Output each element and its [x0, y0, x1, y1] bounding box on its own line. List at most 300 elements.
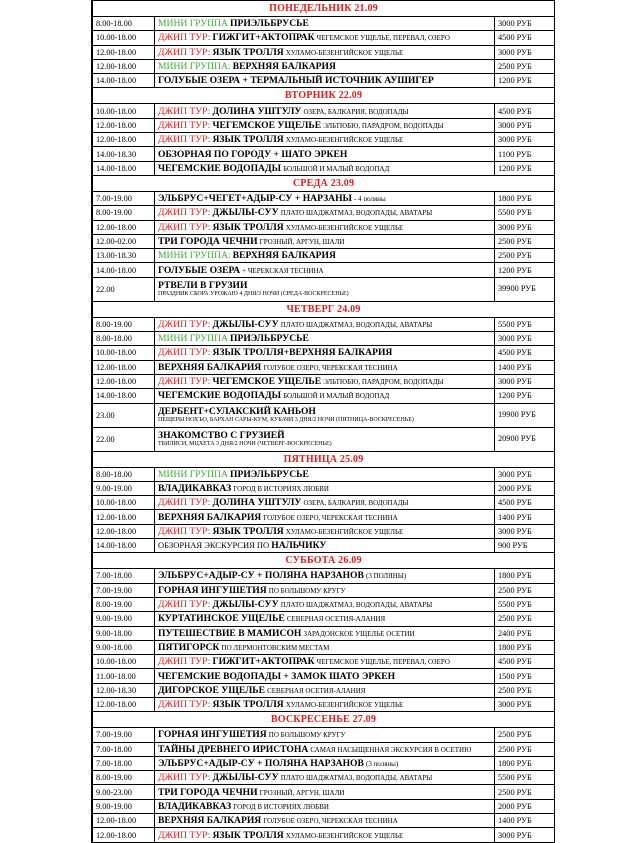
tour-price: 3000 РУБ [495, 697, 555, 711]
tour-time: 12.00-18.00 [93, 828, 155, 842]
tour-time: 12.00-18.00 [93, 118, 155, 132]
tour-title: ДЕРБЕНТ+СУЛАКСКИЙ КАНЬОН [158, 406, 316, 418]
tour-description [155, 17, 495, 31]
tour-note: ЗАРАДОНСКОЕ УЩЕЛЬЕ ОСЕТИИ [303, 629, 415, 638]
tour-title: ПЯТИГОРСК [158, 641, 220, 653]
tour-row [93, 669, 555, 683]
tour-description [155, 59, 495, 73]
tour-time: 8.00-19.00 [93, 317, 155, 331]
tour-title: ГОРНАЯ ИНГУШЕТИЯ [158, 584, 267, 596]
tour-title: ДЖЫЛЫ-СУУ [212, 318, 279, 330]
tour-title: ЭЛЬБРУС+ЧЕГЕТ+АДЫР-СУ + НАРЗАНЫ [158, 193, 352, 205]
tour-description [155, 133, 495, 147]
tour-title: ЗНАКОМСТВО С ГРУЗИЕЙ [158, 430, 285, 442]
day-heading-row [93, 553, 555, 569]
tour-description [155, 655, 495, 669]
tour-row [93, 346, 555, 360]
tour-title: ЯЗЫК ТРОЛЛЯ [212, 221, 284, 233]
tour-title: ЯЗЫК ТРОЛЛЯ+ВЕРХНЯЯ БАЛКАРИЯ [212, 347, 393, 359]
tour-title: ЧЕГЕМСКОЕ УЩЕЛЬЕ [212, 376, 322, 388]
tour-description [155, 785, 495, 799]
tour-time: 12.00-18.30 [93, 683, 155, 697]
tour-note: БОЛЬШОЙ И МАЛЫЙ ВОДОПАД [283, 164, 390, 173]
tour-note: ХУЛАМО-БЕЗЕНГИЙСКОЕ УЩЕЛЬЕ [285, 48, 404, 57]
tour-description [155, 669, 495, 683]
tour-price: 39900 РУБ [495, 277, 555, 301]
tour-description [155, 467, 495, 481]
tour-title: ЯЗЫК ТРОЛЛЯ [212, 699, 284, 711]
tour-prefix: ДЖИП ТУР: [158, 376, 211, 388]
tour-price: 2500 РУБ [495, 234, 555, 248]
tour-row [93, 74, 555, 88]
tour-note: ГОЛУБОЕ ОЗЕРО, ЧЕРЕКСКАЯ ТЕСНИНА [263, 363, 398, 372]
tour-title: ПРИЭЛЬБРУСЬЕ [230, 468, 309, 480]
tour-title: ВЕРХНЯЯ БАЛКАРИЯ [232, 250, 336, 262]
tour-time: 12.00-18.00 [93, 133, 155, 147]
tour-description [155, 814, 495, 828]
tour-price: 4500 РУБ [495, 104, 555, 118]
tour-time: 12.00-02.00 [93, 234, 155, 248]
tour-title: ГИЖГИТ+АКТОПРАК [212, 32, 315, 44]
tour-description [155, 332, 495, 346]
tour-title: ЧЕГЕМСКИЕ ВОДОПАДЫ [158, 390, 281, 402]
tour-note: БОЛЬШОЙ И МАЛЫЙ ВОДОПАД [283, 392, 390, 401]
tour-title: ТАЙНЫ ДРЕВНЕГО ИРИСТОНА [158, 743, 309, 755]
tour-price: 2400 РУБ [495, 626, 555, 640]
tour-description [155, 569, 495, 583]
tour-row [93, 828, 555, 842]
tour-price: 1400 РУБ [495, 814, 555, 828]
tour-title: ГИЖГИТ+АКТОПРАК [212, 656, 315, 668]
tour-time: 8.00-18.00 [93, 467, 155, 481]
tour-title: ЯЗЫК ТРОЛЛЯ [212, 525, 284, 537]
tour-title: ВЛАДИКАВКАЗ [158, 482, 232, 494]
tour-price: 2500 РУБ [495, 583, 555, 597]
tour-description [155, 147, 495, 161]
tour-row [93, 220, 555, 234]
tour-description [155, 728, 495, 742]
tour-prefix: ДЖИП ТУР: [158, 221, 211, 233]
tour-note: ЭЛЬТЮБЮ, ПАРАДРОМ, ВОДОПАДЫ [323, 378, 444, 387]
tour-prefix: МИНИ ГРУППА [158, 468, 228, 480]
tour-price: 5500 РУБ [495, 206, 555, 220]
tour-row [93, 756, 555, 770]
tour-price: 1200 РУБ [495, 263, 555, 277]
tour-description [155, 403, 495, 427]
tour-time: 8.00-18.00 [93, 17, 155, 31]
tour-time: 12.00-18.00 [93, 45, 155, 59]
tour-row [93, 263, 555, 277]
tour-price: 3000 РУБ [495, 118, 555, 132]
day-heading: ВТОРНИК 22.09 [93, 88, 555, 104]
schedule-table [92, 0, 555, 843]
day-heading: СУББОТА 26.09 [93, 553, 555, 569]
tour-time: 23.00 [93, 403, 155, 427]
tour-time: 22.00 [93, 427, 155, 451]
tour-price: 2000 РУБ [495, 481, 555, 495]
tour-time: 10.00-18.00 [93, 346, 155, 360]
tour-time: 12.00-18.00 [93, 59, 155, 73]
tour-prefix: ДЖИП ТУР: [158, 656, 211, 668]
day-heading: ПЯТНИЦА 25.09 [93, 451, 555, 467]
tour-title: ПУТЕШЕСТВИЕ В МАМИСОН [158, 627, 302, 639]
tour-row [93, 785, 555, 799]
tour-price: 1400 РУБ [495, 510, 555, 524]
tour-price: 1200 РУБ [495, 389, 555, 403]
tour-description [155, 104, 495, 118]
tour-description [155, 191, 495, 205]
tour-title: КУРТАТИНСКОЕ УЩЕЛЬЕ [158, 613, 285, 625]
tour-note: ГРОЗНЫЙ, АРГУН, ШАЛИ [259, 238, 345, 246]
tour-prefix: ДЖИП ТУР: [158, 32, 211, 44]
tour-description [155, 640, 495, 654]
tour-price: 3000 РУБ [495, 374, 555, 388]
tour-prefix: ДЖИП ТУР: [158, 119, 211, 131]
tour-row [93, 467, 555, 481]
tour-note: ГОРОД В ИСТОРИЯХ ЛЮБВИ [233, 802, 329, 811]
tour-time: 13.00-18.30 [93, 249, 155, 263]
tour-time: 12.00-18.00 [93, 220, 155, 234]
tour-prefix: МИНИ ГРУППА: [158, 250, 231, 262]
day-heading-row [93, 451, 555, 467]
tour-row [93, 697, 555, 711]
tour-row [93, 569, 555, 583]
tour-price: 4500 РУБ [495, 31, 555, 45]
tour-price: 4500 РУБ [495, 496, 555, 510]
tour-description [155, 206, 495, 220]
tour-row [93, 277, 555, 301]
tour-time: 12.00-18.00 [93, 697, 155, 711]
tour-time: 8.00-19.00 [93, 771, 155, 785]
tour-price: 3000 РУБ [495, 467, 555, 481]
tour-description [155, 626, 495, 640]
tour-row [93, 104, 555, 118]
tour-row [93, 728, 555, 742]
tour-title: ВЕРХНЯЯ БАЛКАРИЯ [158, 511, 262, 523]
tour-time: 7.00-18.00 [93, 742, 155, 756]
tour-title: ДЖЫЛЫ-СУУ [212, 599, 279, 611]
tour-price: 2500 РУБ [495, 742, 555, 756]
tour-price: 5500 РУБ [495, 317, 555, 331]
tour-time: 14.00-18.30 [93, 147, 155, 161]
tour-note: ХУЛАМО-БЕЗЕНГИЙСКОЕ УЩЕЛЬЕ [285, 136, 404, 145]
tour-row [93, 524, 555, 538]
schedule-sheet [91, 0, 555, 843]
day-heading-row [93, 301, 555, 317]
tour-price: 1400 РУБ [495, 360, 555, 374]
tour-description [155, 45, 495, 59]
tour-price: 3000 РУБ [495, 133, 555, 147]
day-heading: ЧЕТВЕРГ 24.09 [93, 301, 555, 317]
tour-prefix: ДЖИП ТУР: [158, 46, 211, 58]
tour-title: ДОЛИНА УШТУЛУ [212, 105, 302, 117]
tour-description [155, 742, 495, 756]
tour-note: - 4 поляны [354, 195, 386, 204]
tour-description [155, 263, 495, 277]
tour-title: ЧЕГЕМСКИЕ ВОДОПАДЫ + ЗАМОК ШАТО ЭРКЕН [158, 670, 396, 682]
tour-time: 7.00-18.00 [93, 569, 155, 583]
tour-time: 7.00-19.00 [93, 583, 155, 597]
tour-note: ПО ЛЕРМОНТОВСКИМ МЕСТАМ [221, 643, 330, 652]
tour-prefix: ДЖИП ТУР: [158, 347, 211, 359]
tour-description [155, 346, 495, 360]
tour-note: СЕВЕРНАЯ ОСЕТИЯ-АЛАНИЯ [267, 686, 366, 695]
tour-time: 9.00-23.00 [93, 785, 155, 799]
tour-prefix: ДЖИП ТУР: [158, 134, 211, 146]
tour-price: 2500 РУБ [495, 612, 555, 626]
tour-time: 8.00-19.00 [93, 597, 155, 611]
tour-price: 2000 РУБ [495, 799, 555, 813]
tour-note: ГОРОД В ИСТОРИЯХ ЛЮБВИ [233, 484, 329, 493]
day-heading-row [93, 1, 555, 17]
tour-time: 12.00-18.00 [93, 360, 155, 374]
tour-description [155, 277, 495, 301]
tour-time: 10.00-18.00 [93, 655, 155, 669]
tour-price: 1800 РУБ [495, 569, 555, 583]
tour-time: 22.00 [93, 277, 155, 301]
day-heading: ПОНЕДЕЛЬНИК 21.09 [93, 1, 555, 17]
tour-note: ОЗЕРА, БАЛКАРИЯ, ВОДОПАДЫ [303, 107, 409, 116]
tour-note: САМАЯ НАСЫЩЕННАЯ ЭКСКУРСИЯ В ОСЕТИЮ [310, 745, 472, 754]
tour-title: ТРИ ГОРОДА ЧЕЧНИ [158, 786, 258, 798]
tour-row [93, 496, 555, 510]
tour-time: 10.00-18.00 [93, 31, 155, 45]
tour-title: ТРИ ГОРОДА ЧЕЧНИ [158, 236, 258, 247]
tour-row [93, 332, 555, 346]
tour-row [93, 118, 555, 132]
tour-title: РТВЕЛИ В ГРУЗИИ [158, 280, 248, 292]
tour-description [155, 683, 495, 697]
tour-row [93, 45, 555, 59]
tour-price: 1200 РУБ [495, 74, 555, 88]
tour-row [93, 771, 555, 785]
tour-row [93, 317, 555, 331]
tour-title: ЯЗЫК ТРОЛЛЯ [212, 829, 284, 841]
tour-description [155, 771, 495, 785]
day-heading: СРЕДА 23.09 [93, 175, 555, 191]
tour-row [93, 583, 555, 597]
tour-title: ЭЛЬБРУС+АДЫР-СУ + ПОЛЯНА НАРЗАНОВ [158, 758, 364, 770]
tour-price: 3000 РУБ [495, 524, 555, 538]
tour-title: ЭЛЬБРУС+АДЫР-СУ + ПОЛЯНА НАРЗАНОВ [158, 570, 364, 582]
tour-title: ДОЛИНА УШТУЛУ [212, 497, 302, 509]
tour-note: ХУЛАМО-БЕЗЕНГИЙСКОЕ УЩЕЛЬЕ [285, 223, 404, 232]
tour-price: 1100 РУБ [495, 147, 555, 161]
tour-description [155, 31, 495, 45]
tour-row [93, 234, 555, 248]
tour-title: ЧЕГЕМСКИЕ ВОДОПАДЫ [158, 162, 281, 174]
tour-note: ОЗЕРА, БАЛКАРИЯ, ВОДОПАДЫ [303, 499, 409, 508]
tour-row [93, 655, 555, 669]
tour-time: 14.00-18.00 [93, 263, 155, 277]
tour-price: 19900 РУБ [495, 403, 555, 427]
tour-description [155, 234, 495, 248]
tour-title: ПРИЭЛЬБРУСЬЕ [230, 18, 309, 30]
tour-row [93, 360, 555, 374]
tour-description [155, 524, 495, 538]
tour-description [155, 612, 495, 626]
tour-prefix: МИНИ ГРУППА [158, 18, 228, 30]
tour-description [155, 389, 495, 403]
tour-price: 1800 РУБ [495, 640, 555, 654]
tour-description [155, 374, 495, 388]
tour-price: 2500 РУБ [495, 683, 555, 697]
tour-prefix: ДЖИП ТУР: [158, 318, 211, 330]
tour-description [155, 496, 495, 510]
tour-note: СЕВЕРНАЯ ОСЕТИЯ-АЛАНИЯ [286, 615, 386, 624]
tour-time: 7.00-18.00 [93, 756, 155, 770]
tour-description [155, 828, 495, 842]
tour-row [93, 640, 555, 654]
tour-note: (3 поляны) [365, 760, 399, 769]
tour-row [93, 249, 555, 263]
tour-row [93, 481, 555, 495]
tour-time: 9.00-19.00 [93, 612, 155, 626]
tour-time: 10.00-18.00 [93, 496, 155, 510]
tour-row [93, 539, 555, 553]
tour-prefix: МИНИ ГРУППА: [158, 61, 231, 73]
tour-row [93, 814, 555, 828]
tour-row [93, 191, 555, 205]
tour-note: ЭЛЬТЮБЮ, ПАРАДРОМ, ВОДОПАДЫ [323, 121, 444, 130]
tour-price: 3000 РУБ [495, 220, 555, 234]
tour-time: 8.00-19.00 [93, 206, 155, 220]
tour-note: ХУЛАМО-БЕЗЕНГИЙСКОЕ УЩЕЛЬЕ [285, 701, 404, 710]
tour-note: ГОЛУБОЕ ОЗЕРО, ЧЕРЕКСКАЯ ТЕСНИНА [263, 513, 398, 522]
tour-title: НАЛЬЧИКУ [271, 540, 327, 552]
tour-note: ПО БОЛЬШОМУ КРУГУ [268, 731, 346, 740]
tour-price: 2500 РУБ [495, 785, 555, 799]
tour-time: 9.00-19.00 [93, 481, 155, 495]
tour-time: 10.00-18.00 [93, 104, 155, 118]
tour-time: 14.00-18.00 [93, 161, 155, 175]
tour-description [155, 510, 495, 524]
tour-prefix: ДЖИП ТУР: [158, 497, 211, 509]
tour-time: 14.00-18.00 [93, 74, 155, 88]
day-heading-row [93, 175, 555, 191]
tour-price: 1800 РУБ [495, 756, 555, 770]
tour-prefix: ДЖИП ТУР: [158, 105, 211, 117]
tour-row [93, 683, 555, 697]
tour-price: 1200 РУБ [495, 161, 555, 175]
day-heading-row [93, 88, 555, 104]
tour-prefix: МИНИ ГРУППА [158, 333, 228, 345]
tour-price: 3000 РУБ [495, 45, 555, 59]
tour-description [155, 427, 495, 451]
tour-price: 4500 РУБ [495, 346, 555, 360]
tour-time: 12.00-18.00 [93, 374, 155, 388]
tour-title: ГОЛУБЫЕ ОЗЕРА [158, 264, 241, 276]
tour-description [155, 697, 495, 711]
day-heading-row [93, 712, 555, 728]
tour-title: ОБЗОРНАЯ ПО ГОРОДУ + ШАТО ЭРКЕН [158, 148, 348, 160]
tour-description [155, 118, 495, 132]
tour-row [93, 389, 555, 403]
tour-details: ПРАЗДНИК СБОРА УРОЖАЮ 4 ДНЯ/3 НОЧИ (СРЕДА-ВОСКРЕСЕНЬЕ) [158, 291, 349, 298]
tour-details: ТБИЛИСИ, МЦХЕТА 3 ДНЯ/2 НОЧИ (ЧЕТВЕРГ-ВОСКРЕСЕНЬЕ) [158, 441, 332, 448]
tour-row [93, 161, 555, 175]
tour-row [93, 799, 555, 813]
tour-price: 4500 РУБ [495, 655, 555, 669]
tour-price: 1800 РУБ [495, 191, 555, 205]
tour-row [93, 612, 555, 626]
tour-price: 3000 РУБ [495, 17, 555, 31]
tour-description [155, 317, 495, 331]
tour-time: 11.00-18.00 [93, 669, 155, 683]
tour-prefix: ДЖИП ТУР: [158, 829, 211, 841]
tour-note: ГРОЗНЫЙ, АРГУН, ШАЛИ [259, 788, 345, 797]
tour-title: ВЕРХНЯЯ БАЛКАРИЯ [232, 61, 336, 73]
tour-title: ПРИЭЛЬБРУСЬЕ [230, 333, 309, 345]
tour-title: ДЖЫЛЫ-СУУ [212, 207, 279, 219]
tour-description [155, 249, 495, 263]
tour-note: ЧЕГЕМСКОЕ УЩЕЛЬЕ, ПЕРЕВАЛ, ОЗЕРО [316, 34, 450, 43]
tour-description [155, 756, 495, 770]
tour-row [93, 374, 555, 388]
tour-note: ПЛАТО ШАДЖАТМАЗ, ВОДОПАДЫ, АВАТАРЫ [280, 774, 433, 783]
tour-time: 8.00-18.00 [93, 332, 155, 346]
tour-price: 5500 РУБ [495, 597, 555, 611]
tour-time: 9.00-18.00 [93, 640, 155, 654]
tour-title: ЯЗЫК ТРОЛЛЯ [212, 46, 284, 58]
tour-row [93, 31, 555, 45]
tour-time: 9.00-18.00 [93, 626, 155, 640]
tour-row [93, 626, 555, 640]
tour-note: ХУЛАМО-БЕЗЕНГИЙСКОЕ УЩЕЛЬЕ [285, 831, 404, 840]
tour-note: ПЛАТО ШАДЖАТМАЗ, ВОДОПАДЫ, АВАТАРЫ [280, 209, 433, 218]
tour-description [155, 481, 495, 495]
tour-row [93, 403, 555, 427]
tour-details: ПЕЩЕРЫ НОХЪО, БАРХАН САРЫ-КУМ, КУБАЧИ 3 ДНЯ/2 НОЧИ (ПЯТНИЦА-ВОСКРЕСЕНЬЕ) [158, 417, 414, 424]
tour-price: 2500 РУБ [495, 728, 555, 742]
tour-description [155, 161, 495, 175]
tour-row [93, 59, 555, 73]
tour-price: 20900 РУБ [495, 427, 555, 451]
tour-note: ПЛАТО ШАДЖАТМАЗ, ВОДОПАДЫ, АВАТАРЫ [280, 320, 433, 329]
tour-description [155, 220, 495, 234]
tour-title: ГОЛУБЫЕ ОЗЕРА + ТЕРМАЛЬНЫЙ ИСТОЧНИК АУШИГЕР [158, 75, 434, 87]
tour-price: 3000 РУБ [495, 332, 555, 346]
tour-title: ВЛАДИКАВКАЗ [158, 800, 232, 812]
tour-prefix: ДЖИП ТУР: [158, 207, 211, 219]
tour-price: 900 РУБ [495, 539, 555, 553]
tour-row [93, 206, 555, 220]
tour-prefix: ДЖИП ТУР: [158, 599, 211, 611]
tour-price: 2500 РУБ [495, 249, 555, 263]
tour-time: 7.00-19.00 [93, 191, 155, 205]
tour-description [155, 597, 495, 611]
tour-row [93, 427, 555, 451]
tour-description [155, 74, 495, 88]
tour-title: ВЕРХНЯЯ БАЛКАРИЯ [158, 361, 262, 373]
tour-row [93, 510, 555, 524]
tour-description [155, 360, 495, 374]
tour-time: 14.00-18.00 [93, 389, 155, 403]
tour-row [93, 133, 555, 147]
tour-title: ЯЗЫК ТРОЛЛЯ [212, 134, 284, 146]
tour-description [155, 799, 495, 813]
tour-note: ЧЕГЕМСКОЕ УЩЕЛЬЕ, ПЕРЕВАЛ, ОЗЕРО [316, 658, 450, 667]
day-heading: ВОСКРЕСЕНЬЕ 27.09 [93, 712, 555, 728]
tour-note: (3 ПОЛЯНЫ) [365, 572, 407, 581]
tour-title: ВЕРХНЯЯ БАЛКАРИЯ [158, 815, 262, 827]
tour-row [93, 147, 555, 161]
tour-note: ПО БОЛЬШОМУ КРУГУ [268, 586, 346, 595]
tour-price: 3000 РУБ [495, 828, 555, 842]
tour-title: ДЖЫЛЫ-СУУ [212, 772, 279, 784]
tour-price: 1500 РУБ [495, 669, 555, 683]
tour-row [93, 597, 555, 611]
